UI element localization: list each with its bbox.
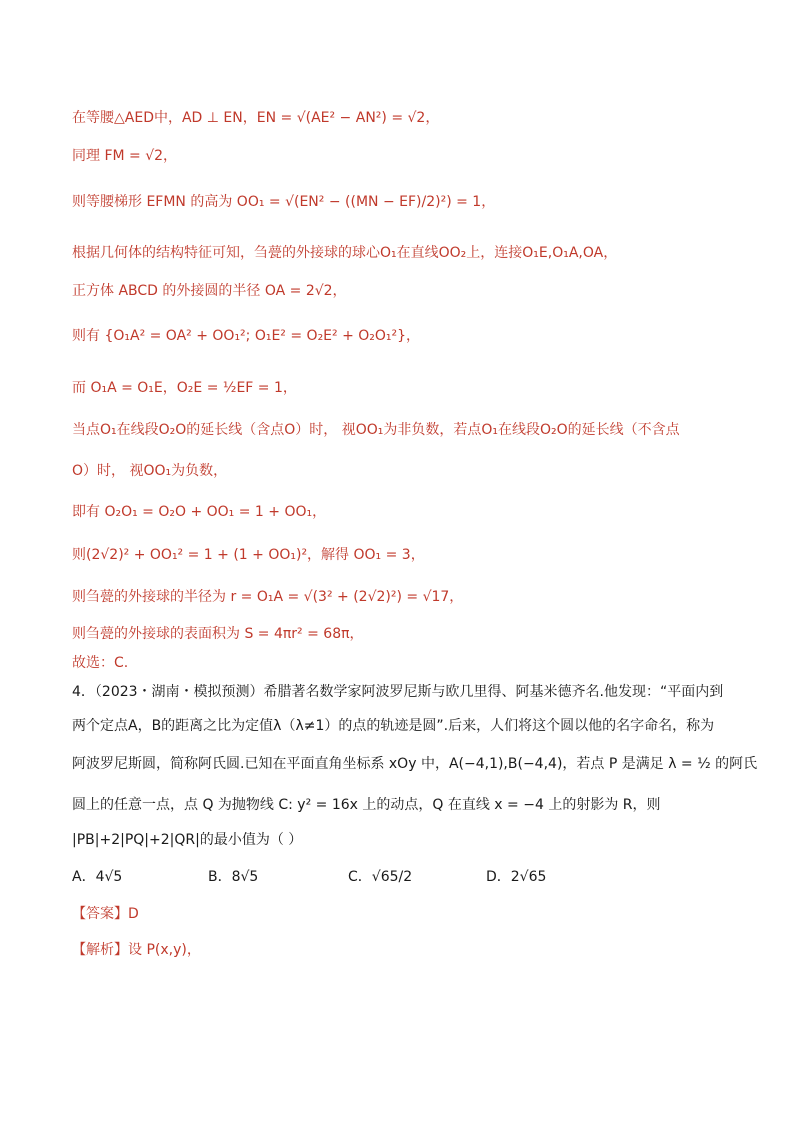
option-a[interactable]	[72, 867, 122, 887]
answer-line	[72, 904, 734, 924]
q4-text-3: 阿波罗尼斯圆，简称阿氏圆.已知在平面直角坐标系 xOy 中，A(−4,1),B(−4,4)，若点 P 是满足 λ = ½ 的阿氏	[72, 756, 758, 772]
solution-line-11	[72, 587, 734, 607]
option-d[interactable]	[486, 867, 546, 887]
solution-line-8b	[72, 461, 734, 481]
analysis-line	[72, 940, 734, 960]
option-c[interactable]	[348, 867, 412, 887]
question-4-line-4	[72, 795, 734, 815]
solution-line-1	[72, 108, 734, 128]
question-4-line-1	[72, 682, 734, 702]
solution-line-3	[72, 192, 734, 212]
question-4-line-3	[72, 754, 758, 774]
solution-conclusion	[72, 653, 734, 673]
line-8b-text: O）时， 视OO₁为负数，	[72, 463, 228, 479]
solution-line-6	[72, 326, 734, 346]
line-3-text: 则等腰梯形 EFMN 的高为 OO₁ = √(EN² − ((MN − EF)/2)²) = 1，	[72, 194, 496, 210]
line-9-text: 即有 O₂O₁ = O₂O + OO₁ = 1 + OO₁，	[72, 504, 327, 520]
solution-line-7	[72, 378, 734, 398]
line-4-text: 根据几何体的结构特征可知，刍甍的外接球的球心O₁在直线OO₂上，连接O₁E,O₁A,OA，	[72, 245, 618, 261]
question-4-line-2	[72, 716, 734, 736]
line-2-text: 同理 FM = √2，	[72, 148, 178, 164]
line-12-text: 则刍甍的外接球的表面积为 S = 4πr² = 68π，	[72, 626, 364, 642]
option-d-text: D．2√65	[486, 869, 547, 885]
q4-text-2: 两个定点A，B的距离之比为定值λ（λ≠1）的点的轨迹是圆”.后来，人们将这个圆以他的名字命名，称为	[72, 718, 715, 734]
line-11-text: 则刍甍的外接球的半径为 r = O₁A = √(3² + (2√2)²) = √17，	[72, 589, 464, 605]
question-4-line-5	[72, 830, 734, 850]
solution-line-9	[72, 502, 734, 522]
line-10-text: 则(2√2)² + OO₁² = 1 + (1 + OO₁)²，解得 OO₁ = 3，	[72, 547, 425, 563]
option-c-text: C．√65/2	[348, 869, 413, 885]
answer-text: 【答案】D	[72, 906, 139, 922]
option-b-text: B．8√5	[208, 869, 259, 885]
line-8a-text: 当点O₁在线段O₂O的延长线（含点O）时， 视OO₁为非负数，若点O₁在线段O₂O的延长线（不含点	[72, 422, 680, 438]
solution-line-5	[72, 281, 734, 301]
solution-line-2	[72, 146, 734, 166]
q4-text-5: |PB|+2|PQ|+2|QR|的最小值为（ ）	[72, 832, 303, 848]
option-b[interactable]	[208, 867, 258, 887]
line-6-text: 则有 {O₁A² = OA² + OO₁²; O₁E² = O₂E² + O₂O₁²}，	[72, 328, 421, 344]
line-1-text: 在等腰△AED中，AD ⊥ EN，EN = √(AE² − AN²) = √2，	[72, 110, 440, 126]
line-7-text: 而 O₁A = O₁E，O₂E = ½EF = 1，	[72, 380, 297, 396]
q4-text-4: 圆上的任意一点，点 Q 为抛物线 C: y² = 16x 上的动点，Q 在直线 x = −4 上的射影为 R，则	[72, 797, 661, 813]
q4-text-1: 4．（2023・湖南・模拟预测）希腊著名数学家阿波罗尼斯与欧几里得、阿基米德齐名.他发现：“平面内到	[72, 684, 724, 700]
solution-line-10	[72, 545, 734, 565]
solution-line-8a	[72, 420, 734, 440]
solution-line-12	[72, 624, 734, 644]
solution-line-4	[72, 243, 734, 263]
option-a-text: A．4√5	[72, 869, 123, 885]
line-5-text: 正方体 ABCD 的外接圆的半径 OA = 2√2，	[72, 283, 347, 299]
analysis-text: 【解析】设 P(x,y)，	[72, 942, 201, 958]
conclusion-text: 故选：C.	[72, 655, 129, 671]
